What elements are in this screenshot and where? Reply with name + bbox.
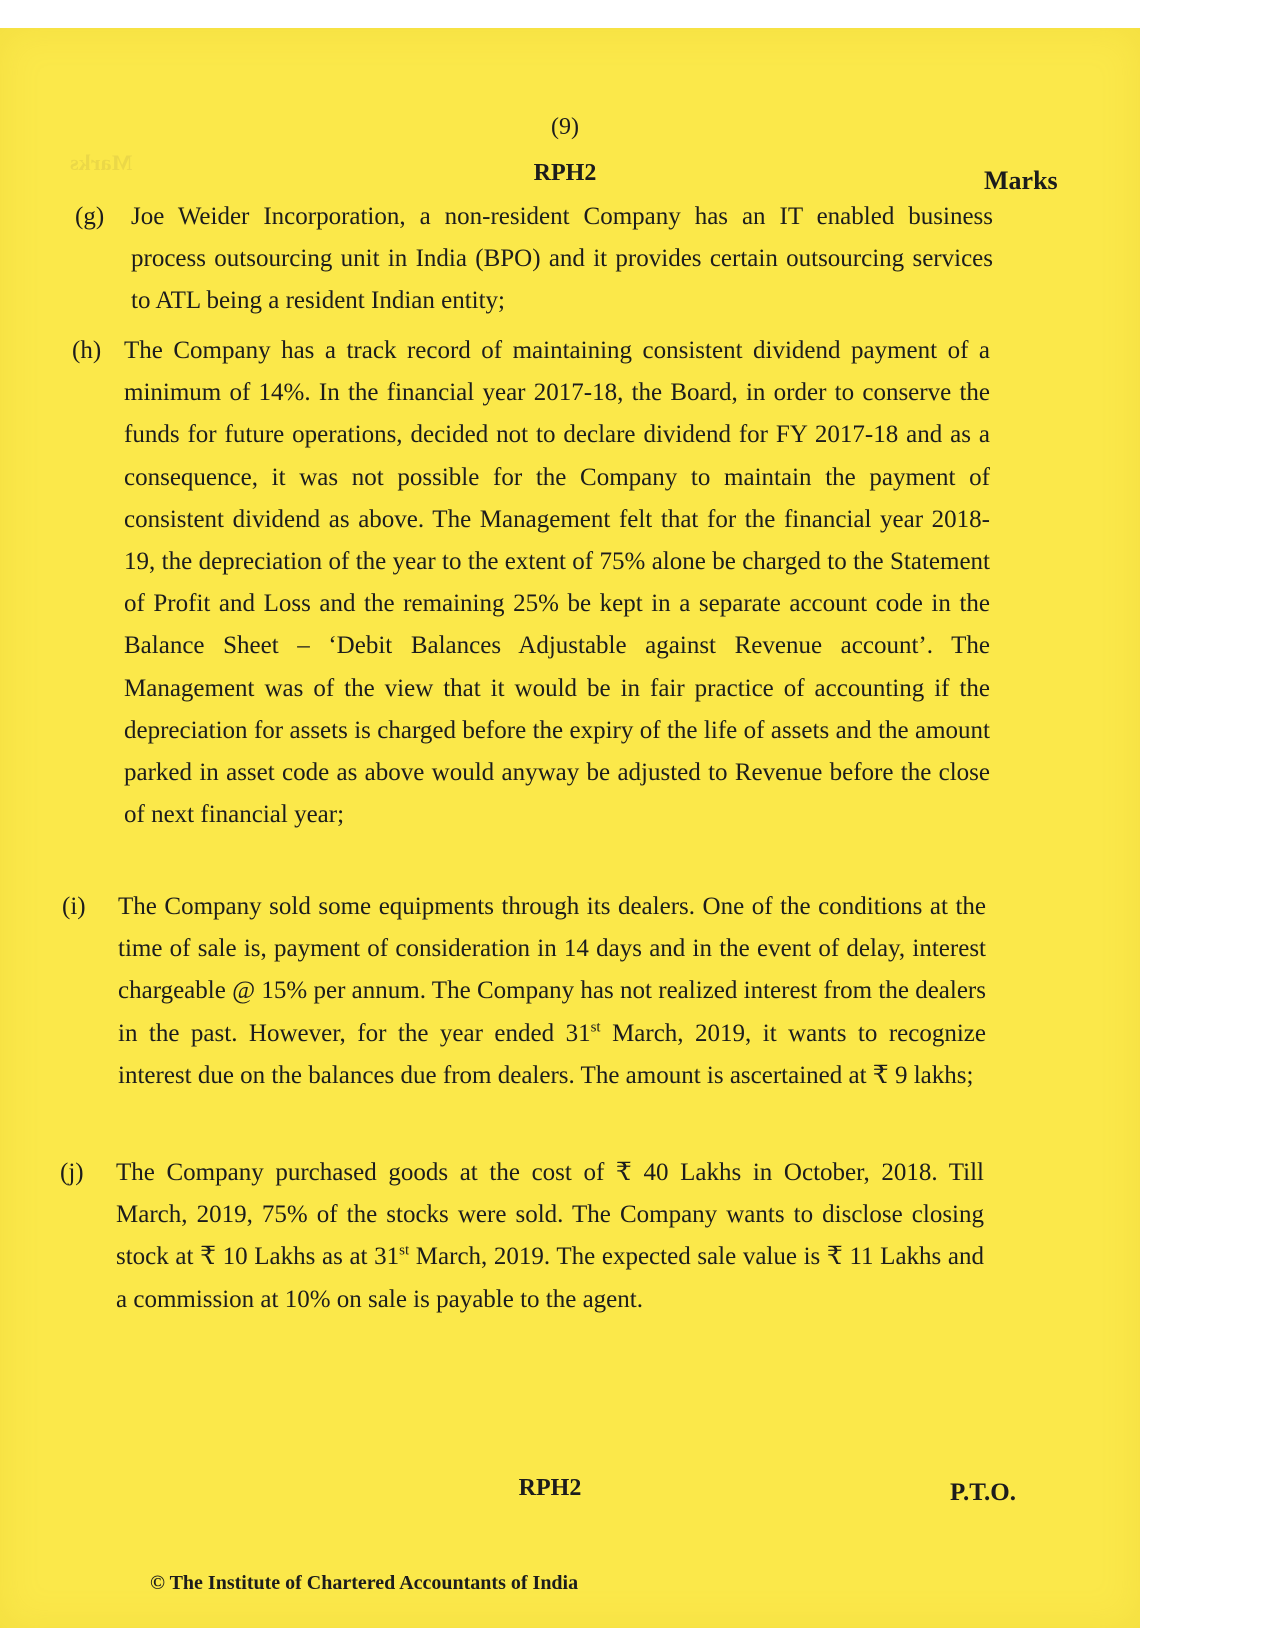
marks-column-heading: Marks xyxy=(984,166,1058,195)
page-number: (9) xyxy=(551,114,579,140)
copyright-notice: © The Institute of Chartered Accountants of India xyxy=(150,1572,579,1594)
item-text-part: March, 2019, it wants to recognize interest due on the balances due from dealers. The amount is ascertained at ₹ 9 lakhs; xyxy=(118,1019,986,1089)
paper-code-footer: RPH2 xyxy=(518,1475,582,1501)
item-text-part: March, 2019. The expected sale value is ₹ 11 Lakhs and a commission at 10% on sale is payable to the agent. xyxy=(116,1243,984,1313)
item-text-part: The Company purchased goods at the cost of ₹ 40 Lakhs in October, 2018. Till March, 2019, 75% of the stocks were sold. The Company wants to disclose closing stock at ₹ 10 Lakhs as at 31 xyxy=(116,1159,984,1271)
paper-code-header: RPH2 xyxy=(533,160,597,186)
item-text-part: The Company sold some equipments through its dealers. One of the conditions at the time of sale is, payment of consideration in 14 days and in the event of delay, interest chargeable @ 15% per annum. The Company has not realized interest from the dealers in the past. However, for the year ended 31 xyxy=(118,893,986,1047)
bleed-through-marks: Marks xyxy=(70,150,133,175)
item-text xyxy=(116,1152,984,1321)
item-text xyxy=(118,886,986,1097)
item-label: (h) xyxy=(72,337,102,364)
item-label: (j) xyxy=(60,1159,84,1186)
item-text: The Company has a track record of maintaining consistent dividend payment of a minimum of 14%. In the financial year 2017-18, the Board, in order to conserve the funds for future operations, decided not to declare dividend for FY 2017-18 and as a consequence, it was not possible for the Company to maintain the payment of consistent dividend as above. The Management felt that for the financial year 2018-19, the depreciation of the year to the extent of 75% alone be charged to the Statement of Profit and Loss and the remaining 25% be kept in a separate account code in the Balance Sheet – ‘Debit Balances Adjustable against Revenue account’. The Management was of the view that it would be in fair practice of accounting if the depreciation for assets is charged before the expiry of the life of assets and the amount parked in asset code as above would anyway be adjusted to Revenue before the close of next financial year; xyxy=(124,337,990,829)
ordinal-superscript: st xyxy=(590,1019,601,1036)
item-text: Joe Weider Incorporation, a non-resident Company has an IT enabled business process outsourcing unit in India (BPO) and it provides certain outsourcing services to ATL being a resident Indian entity; xyxy=(131,203,993,315)
ordinal-superscript: st xyxy=(399,1243,410,1260)
item-label: (i) xyxy=(62,893,86,920)
please-turn-over: P.T.O. xyxy=(950,1479,1016,1506)
item-label: (g) xyxy=(75,203,105,230)
